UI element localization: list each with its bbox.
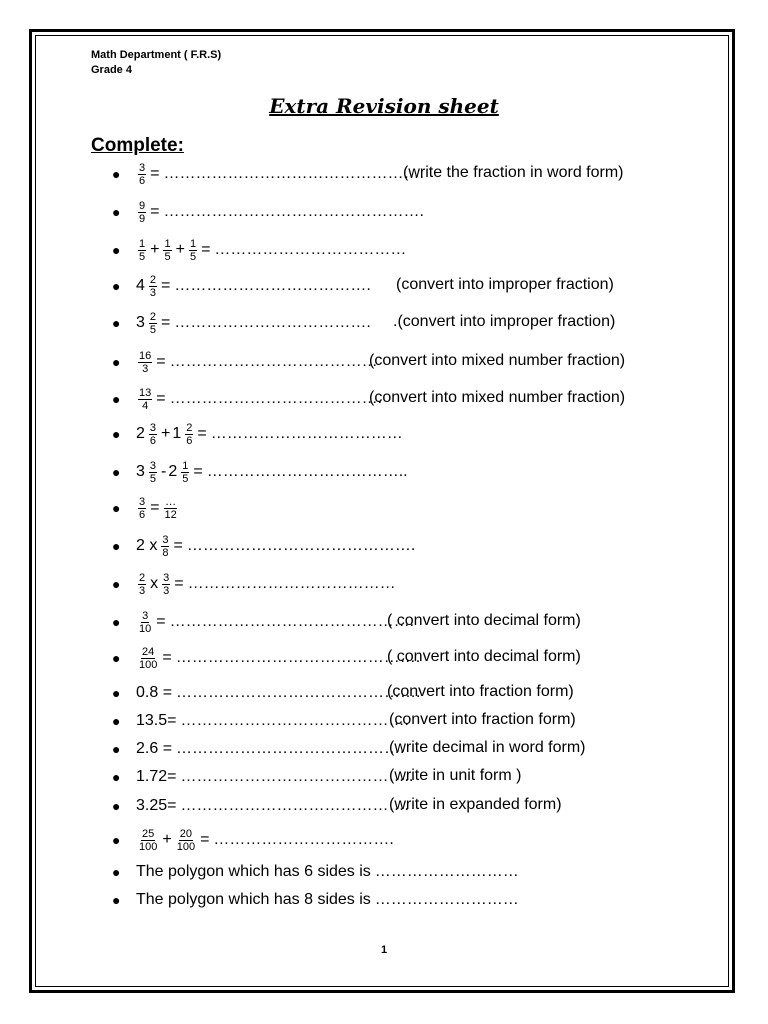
bullet-icon: ●: [112, 685, 121, 701]
fraction-denominator: 5: [182, 472, 189, 485]
exercise-text: 1.72=: [136, 768, 177, 785]
fraction-denominator: 3: [142, 362, 149, 375]
fraction-denominator: 6: [139, 174, 146, 187]
answer-blank: …………………………………….: [176, 740, 405, 757]
operator: +: [162, 831, 172, 848]
equals-sign: =: [197, 425, 207, 442]
exercise-item: [112, 706, 409, 736]
fraction: [138, 496, 146, 521]
equals-sign: =: [201, 241, 211, 258]
exercise-expression: [136, 646, 420, 671]
equals-sign: =: [150, 499, 160, 516]
equals-sign: =: [161, 314, 171, 331]
operator: +: [161, 425, 171, 442]
exercise-expression: [136, 863, 519, 881]
exercise-item: [112, 493, 180, 523]
fraction: [138, 828, 158, 853]
fraction: [163, 496, 177, 521]
fraction-numerator: 1: [182, 459, 189, 472]
operator: x: [150, 575, 159, 592]
bullet-icon: ●: [112, 769, 121, 785]
exercise-item: [112, 825, 394, 855]
exercise-expression: [136, 274, 371, 299]
operator: +: [150, 241, 160, 258]
exercise-item: [112, 607, 414, 637]
answer-blank: ………………………………………….: [163, 165, 424, 182]
exercise-item: [112, 885, 519, 915]
exercise-instruction: (convert into improper fraction): [396, 276, 614, 293]
fraction-numerator: 3: [139, 495, 146, 508]
fraction-denominator: 5: [139, 250, 146, 263]
equals-sign: =: [156, 613, 166, 630]
exercise-expression: [136, 200, 424, 225]
whole-number: 1: [172, 425, 182, 442]
exercise-instruction: ( convert into decimal form): [387, 648, 581, 665]
fraction-denominator: 6: [149, 434, 157, 447]
answer-blank: ………………………………: [210, 425, 403, 442]
fraction-numerator: 20: [179, 827, 192, 840]
whole-number: 3: [136, 463, 145, 480]
exercise-item: [112, 678, 420, 708]
fraction-numerator: 3: [142, 609, 149, 622]
fraction-numerator: 25: [142, 827, 155, 840]
exercise-text: 0.8 =: [136, 684, 173, 701]
fraction-numerator: 2: [149, 273, 157, 286]
equals-sign: =: [150, 203, 160, 220]
fraction-numerator: 3: [162, 533, 169, 546]
exercise-instruction: (write decimal in word form): [389, 739, 586, 756]
fraction-denominator: 100: [176, 840, 196, 853]
exercise-text: The polygon which has 8 sides is: [136, 891, 371, 908]
bullet-icon: ●: [112, 242, 121, 258]
fraction-denominator: 10: [139, 622, 152, 635]
exercise-item: [112, 643, 420, 673]
exercise-text: 13.5=: [136, 712, 177, 729]
answer-blank: ……………………………….: [174, 277, 371, 294]
fraction: [149, 274, 157, 299]
fraction: [185, 422, 193, 447]
bullet-icon: ●: [112, 713, 121, 729]
answer-blank: ……………………………………..: [180, 768, 414, 785]
exercise-instruction: (write in expanded form): [389, 796, 562, 813]
fraction-denominator: 5: [164, 250, 171, 263]
answer-blank: ………………………: [374, 891, 519, 908]
exercise-item: [112, 347, 378, 377]
fraction: [163, 238, 171, 263]
fraction: [138, 350, 152, 375]
fraction: [149, 422, 157, 447]
bullet-icon: ●: [112, 500, 121, 516]
fraction: [138, 162, 146, 187]
fraction-numerator: 3: [149, 421, 157, 434]
equals-sign: =: [193, 463, 203, 480]
fraction-numerator: 3: [163, 571, 170, 584]
bullet-icon: ●: [112, 426, 121, 442]
answer-blank: ………………………………: [214, 241, 407, 258]
exercise-expression: [136, 712, 409, 730]
exercise-item: [112, 857, 519, 887]
equals-sign: =: [162, 649, 172, 666]
fraction-denominator: 3: [163, 584, 170, 597]
exercise-item: [112, 159, 424, 189]
fraction: [138, 610, 152, 635]
fraction-denominator: 9: [139, 212, 146, 225]
fraction-denominator: 6: [186, 434, 193, 447]
whole-number: 4: [136, 277, 145, 294]
answer-blank: …………………………………….: [180, 797, 409, 814]
answer-blank: …………………………………….: [180, 712, 409, 729]
fraction-denominator: 3: [139, 584, 146, 597]
bullet-icon: ●: [112, 166, 121, 182]
bullet-icon: ●: [112, 798, 121, 814]
exercise-expression: [136, 610, 414, 635]
bullet-icon: ●: [112, 391, 121, 407]
answer-blank: …………………………………….: [186, 537, 416, 554]
exercise-text: The polygon which has 6 sides is: [136, 863, 371, 880]
fraction-numerator: 13: [139, 386, 152, 399]
whole-number: 2: [136, 425, 145, 442]
answer-blank: ……………………………….: [174, 314, 371, 331]
bullet-icon: ●: [112, 204, 121, 220]
fraction: [149, 311, 157, 336]
fraction: [162, 572, 170, 597]
fraction-numerator: …: [165, 495, 177, 508]
fraction-denominator: 5: [189, 250, 197, 263]
fraction-denominator: 4: [142, 399, 149, 412]
fraction: [138, 238, 146, 263]
exercise-expression: [136, 460, 408, 485]
bullet-icon: ●: [112, 832, 121, 848]
operator: -: [161, 463, 167, 480]
exercise-instruction: (convert into fraction form): [389, 711, 576, 728]
exercise-item: [112, 531, 415, 561]
fraction-numerator: 3: [149, 459, 157, 472]
fraction-denominator: 5: [149, 472, 157, 485]
exercise-expression: [136, 350, 378, 375]
answer-blank: …………………………………: [169, 353, 378, 370]
fraction-numerator: 1: [189, 237, 197, 250]
exercise-expression: [136, 684, 420, 702]
exercise-item: [112, 308, 371, 338]
fraction-numerator: 2: [139, 571, 146, 584]
exercise-instruction: ( convert into decimal form): [387, 612, 581, 629]
equals-sign: =: [173, 537, 183, 554]
fraction: [181, 460, 189, 485]
section-heading: Complete:: [91, 135, 184, 156]
exercise-instruction: (convert into fraction form): [387, 683, 574, 700]
exercise-item: [112, 569, 396, 599]
exercise-expression: [136, 768, 413, 786]
exercise-instruction: (convert into mixed number fraction): [369, 389, 626, 406]
fraction-numerator: 3: [139, 161, 146, 174]
exercise-expression: [136, 891, 519, 909]
exercise-text: 3.25=: [136, 797, 177, 814]
fraction-denominator: 12: [164, 508, 177, 521]
whole-number: 2: [168, 463, 178, 480]
answer-blank: ………………………………….: [169, 390, 383, 407]
exercise-item: [112, 235, 406, 265]
equals-sign: =: [150, 165, 160, 182]
exercise-item: [112, 384, 382, 414]
bullet-icon: ●: [112, 538, 121, 554]
exercise-item: [112, 197, 424, 227]
exercise-expression: [136, 828, 394, 853]
page-title: Extra Revision sheet: [269, 94, 499, 118]
exercise-expression: [136, 162, 424, 187]
fraction-numerator: 16: [139, 349, 152, 362]
fraction: [149, 460, 157, 485]
fraction-numerator: 24: [142, 645, 155, 658]
fraction: [138, 200, 146, 225]
equals-sign: =: [174, 575, 184, 592]
fraction-denominator: 100: [139, 658, 158, 671]
answer-blank: ………………………………..: [206, 463, 408, 480]
operator: +: [175, 241, 185, 258]
exercise-expression: [136, 534, 415, 559]
answer-blank: …………………………………: [187, 575, 396, 592]
whole-number: 2 x: [136, 537, 158, 554]
exercise-item: [112, 791, 409, 821]
fraction-numerator: 1: [139, 237, 146, 250]
exercise-item: [112, 419, 403, 449]
answer-blank: ………………………………………….: [163, 203, 424, 220]
bullet-icon: ●: [112, 650, 121, 666]
exercise-instruction: .(convert into improper fraction): [393, 313, 616, 330]
fraction-numerator: 2: [186, 421, 193, 434]
equals-sign: =: [161, 277, 171, 294]
exercise-expression: [136, 797, 409, 815]
exercise-expression: [136, 572, 396, 597]
fraction-denominator: 100: [139, 840, 158, 853]
exercise-expression: [136, 422, 403, 447]
answer-blank: …………………………….: [213, 831, 394, 848]
exercise-item: [112, 457, 408, 487]
fraction-numerator: 2: [149, 310, 157, 323]
fraction: [138, 572, 146, 597]
equals-sign: =: [156, 353, 166, 370]
bullet-icon: ●: [112, 741, 121, 757]
grade-label: Grade 4: [91, 64, 132, 76]
exercise-item: [112, 271, 371, 301]
exercise-instruction: (write the fraction in word form): [403, 164, 624, 181]
exercise-expression: [136, 740, 404, 758]
page-number: 1: [380, 944, 388, 956]
fraction-denominator: 8: [162, 546, 169, 559]
fraction: [189, 238, 197, 263]
whole-number: 3: [136, 314, 145, 331]
fraction-numerator: 1: [164, 237, 171, 250]
equals-sign: =: [200, 831, 210, 848]
answer-blank: ……………………………………….: [176, 684, 421, 701]
bullet-icon: ●: [112, 864, 121, 880]
exercise-item: [112, 762, 413, 792]
fraction: [161, 534, 169, 559]
fraction: [138, 387, 152, 412]
fraction-denominator: 3: [149, 286, 157, 299]
exercise-item: [112, 734, 404, 764]
exercise-expression: [136, 387, 382, 412]
exercise-instruction: (write in unit form ): [389, 767, 522, 784]
exercise-instruction: (convert into mixed number fraction): [369, 352, 626, 369]
bullet-icon: ●: [112, 576, 121, 592]
fraction-denominator: 6: [139, 508, 146, 521]
bullet-icon: ●: [112, 278, 121, 294]
answer-blank: ……………………………………….: [175, 649, 421, 666]
equals-sign: =: [156, 390, 166, 407]
bullet-icon: ●: [112, 614, 121, 630]
fraction-denominator: 5: [149, 323, 157, 336]
fraction: [138, 646, 158, 671]
answer-blank: ………………………: [374, 863, 519, 880]
bullet-icon: ●: [112, 315, 121, 331]
bullet-icon: ●: [112, 354, 121, 370]
exercise-text: 2.6 =: [136, 740, 173, 757]
fraction: [176, 828, 196, 853]
exercise-expression: [136, 311, 371, 336]
exercise-expression: [136, 238, 406, 263]
fraction-numerator: 9: [139, 199, 146, 212]
exercise-expression: [136, 496, 180, 521]
department-label: Math Department ( F.R.S): [91, 49, 222, 61]
answer-blank: ……………………………………….: [169, 613, 415, 630]
bullet-icon: ●: [112, 892, 121, 908]
bullet-icon: ●: [112, 464, 121, 480]
